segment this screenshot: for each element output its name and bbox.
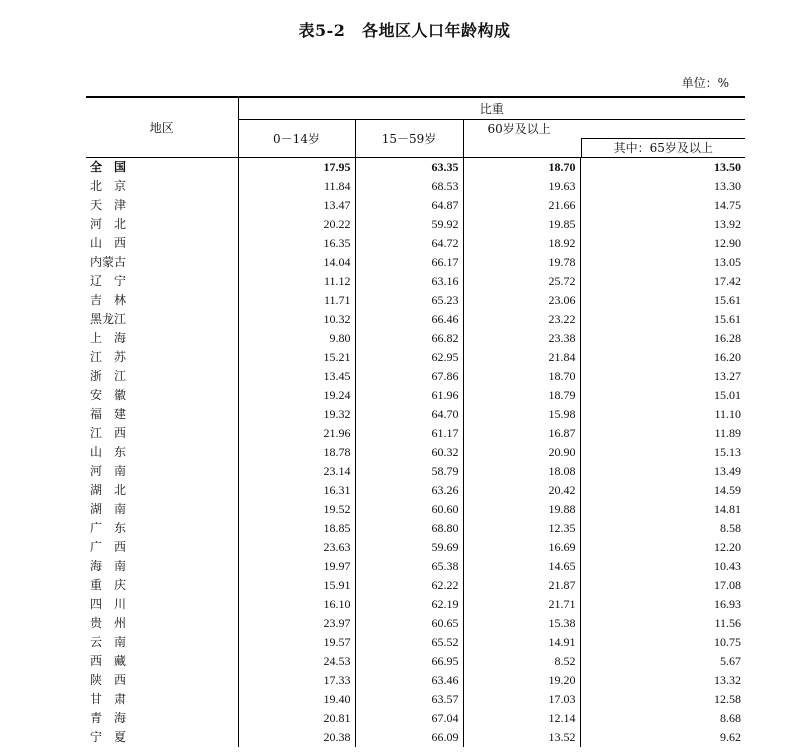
value-65-plus-cell: 13.32: [580, 671, 745, 690]
value-15-59-cell: 63.57: [355, 690, 463, 709]
value-60-plus-cell: 19.88: [463, 500, 580, 519]
value-65-plus-cell: 12.20: [580, 538, 745, 557]
value-65-plus-cell: 13.05: [580, 253, 745, 272]
value-65-plus-cell: 13.92: [580, 215, 745, 234]
value-60-plus-cell: 18.08: [463, 462, 580, 481]
value-60-plus-cell: 20.42: [463, 481, 580, 500]
value-60-plus-cell: 8.52: [463, 652, 580, 671]
table-row: [86, 500, 745, 519]
region-cell: 贵 州: [90, 616, 127, 630]
value-15-59-cell: 65.23: [355, 291, 463, 310]
table-row: [86, 253, 745, 272]
page-title: 表5-2 各地区人口年龄构成: [298, 21, 511, 40]
value-65-plus-cell: 13.49: [580, 462, 745, 481]
region-cell: 北 京: [90, 179, 127, 193]
value-60-plus-cell: 12.14: [463, 709, 580, 728]
value-0-14-cell: 16.35: [238, 234, 355, 253]
table-row: [86, 329, 745, 348]
region-cell: 四 川: [90, 597, 127, 611]
value-15-59-cell: 63.46: [355, 671, 463, 690]
value-65-plus-cell: 9.62: [580, 728, 745, 747]
region-cell: 宁 夏: [90, 730, 127, 744]
table-row: [86, 690, 745, 709]
table-row: [86, 367, 745, 386]
region-cell: 青 海: [90, 711, 127, 725]
value-65-plus-cell: 15.61: [580, 291, 745, 310]
region-cell: 山 东: [90, 445, 127, 459]
table-row: [86, 196, 745, 215]
table-row: [86, 595, 745, 614]
region-cell: 安 徽: [90, 388, 127, 402]
header-age-60-plus-group: [463, 120, 745, 158]
value-0-14-cell: 18.85: [238, 519, 355, 538]
value-65-plus-cell: 5.67: [580, 652, 745, 671]
region-cell: 黑龙江: [90, 312, 127, 326]
value-60-plus-cell: 13.52: [463, 728, 580, 747]
region-cell: 西 藏: [90, 654, 127, 668]
value-15-59-cell: 59.69: [355, 538, 463, 557]
value-60-plus-cell: 21.87: [463, 576, 580, 595]
value-15-59-cell: 68.53: [355, 177, 463, 196]
value-15-59-cell: 66.82: [355, 329, 463, 348]
table-row: [86, 671, 745, 690]
table-row: [86, 310, 745, 329]
value-65-plus-cell: 12.58: [580, 690, 745, 709]
region-cell: 河 北: [90, 217, 127, 231]
table-row: [86, 424, 745, 443]
value-60-plus-cell: 15.98: [463, 405, 580, 424]
region-cell: 江 西: [90, 426, 127, 440]
value-0-14-cell: 19.52: [238, 500, 355, 519]
value-65-plus-cell: 15.13: [580, 443, 745, 462]
value-60-plus-cell: 25.72: [463, 272, 580, 291]
value-0-14-cell: 17.33: [238, 671, 355, 690]
value-65-plus-cell: 17.42: [580, 272, 745, 291]
value-0-14-cell: 15.91: [238, 576, 355, 595]
value-0-14-cell: 23.14: [238, 462, 355, 481]
header-region: 地区: [86, 97, 238, 158]
table-row: [86, 633, 745, 652]
value-65-plus-cell: 8.68: [580, 709, 745, 728]
table-row: [86, 557, 745, 576]
region-cell: 内蒙古: [90, 255, 127, 269]
value-65-plus-cell: 16.28: [580, 329, 745, 348]
value-60-plus-cell: 12.35: [463, 519, 580, 538]
table-row: [86, 614, 745, 633]
value-60-plus-cell: 23.38: [463, 329, 580, 348]
value-60-plus-cell: 14.91: [463, 633, 580, 652]
value-60-plus-cell: 19.78: [463, 253, 580, 272]
table-row: [86, 519, 745, 538]
value-65-plus-cell: 16.20: [580, 348, 745, 367]
region-cell: 广 西: [90, 540, 127, 554]
value-0-14-cell: 11.84: [238, 177, 355, 196]
age-structure-table: [86, 96, 745, 747]
value-15-59-cell: 61.96: [355, 386, 463, 405]
region-cell: 陕 西: [90, 673, 127, 687]
value-65-plus-cell: 11.56: [580, 614, 745, 633]
value-60-plus-cell: 21.66: [463, 196, 580, 215]
value-15-59-cell: 64.87: [355, 196, 463, 215]
value-60-plus-cell: 19.85: [463, 215, 580, 234]
table-row: [86, 234, 745, 253]
table-row: [86, 158, 745, 178]
value-15-59-cell: 65.52: [355, 633, 463, 652]
value-60-plus-cell: 14.65: [463, 557, 580, 576]
value-15-59-cell: 60.32: [355, 443, 463, 462]
value-0-14-cell: 9.80: [238, 329, 355, 348]
value-0-14-cell: 11.12: [238, 272, 355, 291]
value-0-14-cell: 21.96: [238, 424, 355, 443]
region-cell: 吉 林: [90, 293, 127, 307]
value-15-59-cell: 63.26: [355, 481, 463, 500]
value-0-14-cell: 19.32: [238, 405, 355, 424]
region-cell: 海 南: [90, 559, 127, 573]
region-cell: 山 西: [90, 236, 127, 250]
value-65-plus-cell: 13.30: [580, 177, 745, 196]
value-60-plus-cell: 18.70: [463, 158, 580, 178]
header-proportion: 比重: [238, 97, 745, 120]
value-15-59-cell: 66.17: [355, 253, 463, 272]
value-65-plus-cell: 16.93: [580, 595, 745, 614]
value-60-plus-cell: 19.63: [463, 177, 580, 196]
value-15-59-cell: 66.09: [355, 728, 463, 747]
value-15-59-cell: 64.72: [355, 234, 463, 253]
region-cell: 江 苏: [90, 350, 127, 364]
value-0-14-cell: 24.53: [238, 652, 355, 671]
value-0-14-cell: 18.78: [238, 443, 355, 462]
value-65-plus-cell: 13.27: [580, 367, 745, 386]
value-0-14-cell: 15.21: [238, 348, 355, 367]
value-60-plus-cell: 21.84: [463, 348, 580, 367]
value-65-plus-cell: 14.75: [580, 196, 745, 215]
value-60-plus-cell: 23.22: [463, 310, 580, 329]
value-65-plus-cell: 12.90: [580, 234, 745, 253]
value-60-plus-cell: 19.20: [463, 671, 580, 690]
value-15-59-cell: 68.80: [355, 519, 463, 538]
region-cell: 浙 江: [90, 369, 127, 383]
table-row: [86, 291, 745, 310]
value-60-plus-cell: 18.79: [463, 386, 580, 405]
value-60-plus-cell: 16.69: [463, 538, 580, 557]
header-age-15-59: 15－59岁: [355, 120, 463, 158]
value-15-59-cell: 67.86: [355, 367, 463, 386]
value-60-plus-cell: 15.38: [463, 614, 580, 633]
region-cell: 广 东: [90, 521, 127, 535]
value-60-plus-cell: 21.71: [463, 595, 580, 614]
value-0-14-cell: 13.47: [238, 196, 355, 215]
table-row: [86, 709, 745, 728]
header-age-60-plus: 60岁及以上: [487, 122, 551, 136]
region-cell: 全 国: [90, 160, 127, 174]
value-65-plus-cell: 10.75: [580, 633, 745, 652]
table-row: [86, 405, 745, 424]
table-row: [86, 652, 745, 671]
value-60-plus-cell: 17.03: [463, 690, 580, 709]
value-0-14-cell: 11.71: [238, 291, 355, 310]
value-15-59-cell: 62.19: [355, 595, 463, 614]
value-65-plus-cell: 15.61: [580, 310, 745, 329]
value-65-plus-cell: 15.01: [580, 386, 745, 405]
region-cell: 云 南: [90, 635, 127, 649]
table-row: [86, 215, 745, 234]
table-row: [86, 443, 745, 462]
region-cell: 湖 南: [90, 502, 127, 516]
value-15-59-cell: 58.79: [355, 462, 463, 481]
table-row: [86, 481, 745, 500]
region-cell: 湖 北: [90, 483, 127, 497]
value-65-plus-cell: 11.89: [580, 424, 745, 443]
value-0-14-cell: 20.22: [238, 215, 355, 234]
value-60-plus-cell: 18.92: [463, 234, 580, 253]
value-65-plus-cell: 14.59: [580, 481, 745, 500]
value-0-14-cell: 10.32: [238, 310, 355, 329]
region-cell: 辽 宁: [90, 274, 127, 288]
value-0-14-cell: 19.57: [238, 633, 355, 652]
value-0-14-cell: 16.31: [238, 481, 355, 500]
table-row: [86, 386, 745, 405]
value-15-59-cell: 62.22: [355, 576, 463, 595]
value-65-plus-cell: 13.50: [580, 158, 745, 178]
table-row: [86, 462, 745, 481]
table-row: [86, 576, 745, 595]
value-65-plus-cell: 14.81: [580, 500, 745, 519]
table-row: [86, 538, 745, 557]
value-60-plus-cell: 18.70: [463, 367, 580, 386]
value-0-14-cell: 19.97: [238, 557, 355, 576]
value-60-plus-cell: 20.90: [463, 443, 580, 462]
value-0-14-cell: 14.04: [238, 253, 355, 272]
value-60-plus-cell: 23.06: [463, 291, 580, 310]
value-15-59-cell: 60.60: [355, 500, 463, 519]
value-65-plus-cell: 8.58: [580, 519, 745, 538]
value-15-59-cell: 64.70: [355, 405, 463, 424]
value-15-59-cell: 65.38: [355, 557, 463, 576]
region-cell: 上 海: [90, 331, 127, 345]
value-65-plus-cell: 11.10: [580, 405, 745, 424]
table-row: [86, 177, 745, 196]
value-15-59-cell: 59.92: [355, 215, 463, 234]
value-15-59-cell: 67.04: [355, 709, 463, 728]
value-15-59-cell: 63.16: [355, 272, 463, 291]
value-15-59-cell: 61.17: [355, 424, 463, 443]
value-15-59-cell: 62.95: [355, 348, 463, 367]
value-0-14-cell: 23.63: [238, 538, 355, 557]
value-15-59-cell: 66.95: [355, 652, 463, 671]
region-cell: 福 建: [90, 407, 127, 421]
table-row: [86, 728, 745, 747]
region-cell: 天 津: [90, 198, 127, 212]
header-age-65-plus: 其中：65岁及以上: [581, 138, 746, 157]
value-15-59-cell: 66.46: [355, 310, 463, 329]
value-0-14-cell: 20.38: [238, 728, 355, 747]
value-0-14-cell: 13.45: [238, 367, 355, 386]
table-body: [86, 158, 745, 748]
region-cell: 重 庆: [90, 578, 127, 592]
table-row: [86, 348, 745, 367]
table-row: [86, 272, 745, 291]
unit-label: 单位：%: [681, 76, 729, 90]
value-65-plus-cell: 10.43: [580, 557, 745, 576]
value-0-14-cell: 20.81: [238, 709, 355, 728]
value-0-14-cell: 16.10: [238, 595, 355, 614]
header-age-0-14: 0－14岁: [238, 120, 355, 158]
value-0-14-cell: 19.24: [238, 386, 355, 405]
value-65-plus-cell: 17.08: [580, 576, 745, 595]
region-cell: 河 南: [90, 464, 127, 478]
value-15-59-cell: 60.65: [355, 614, 463, 633]
region-cell: 甘 肃: [90, 692, 127, 706]
value-0-14-cell: 17.95: [238, 158, 355, 178]
value-0-14-cell: 23.97: [238, 614, 355, 633]
value-60-plus-cell: 16.87: [463, 424, 580, 443]
value-15-59-cell: 63.35: [355, 158, 463, 178]
value-0-14-cell: 19.40: [238, 690, 355, 709]
